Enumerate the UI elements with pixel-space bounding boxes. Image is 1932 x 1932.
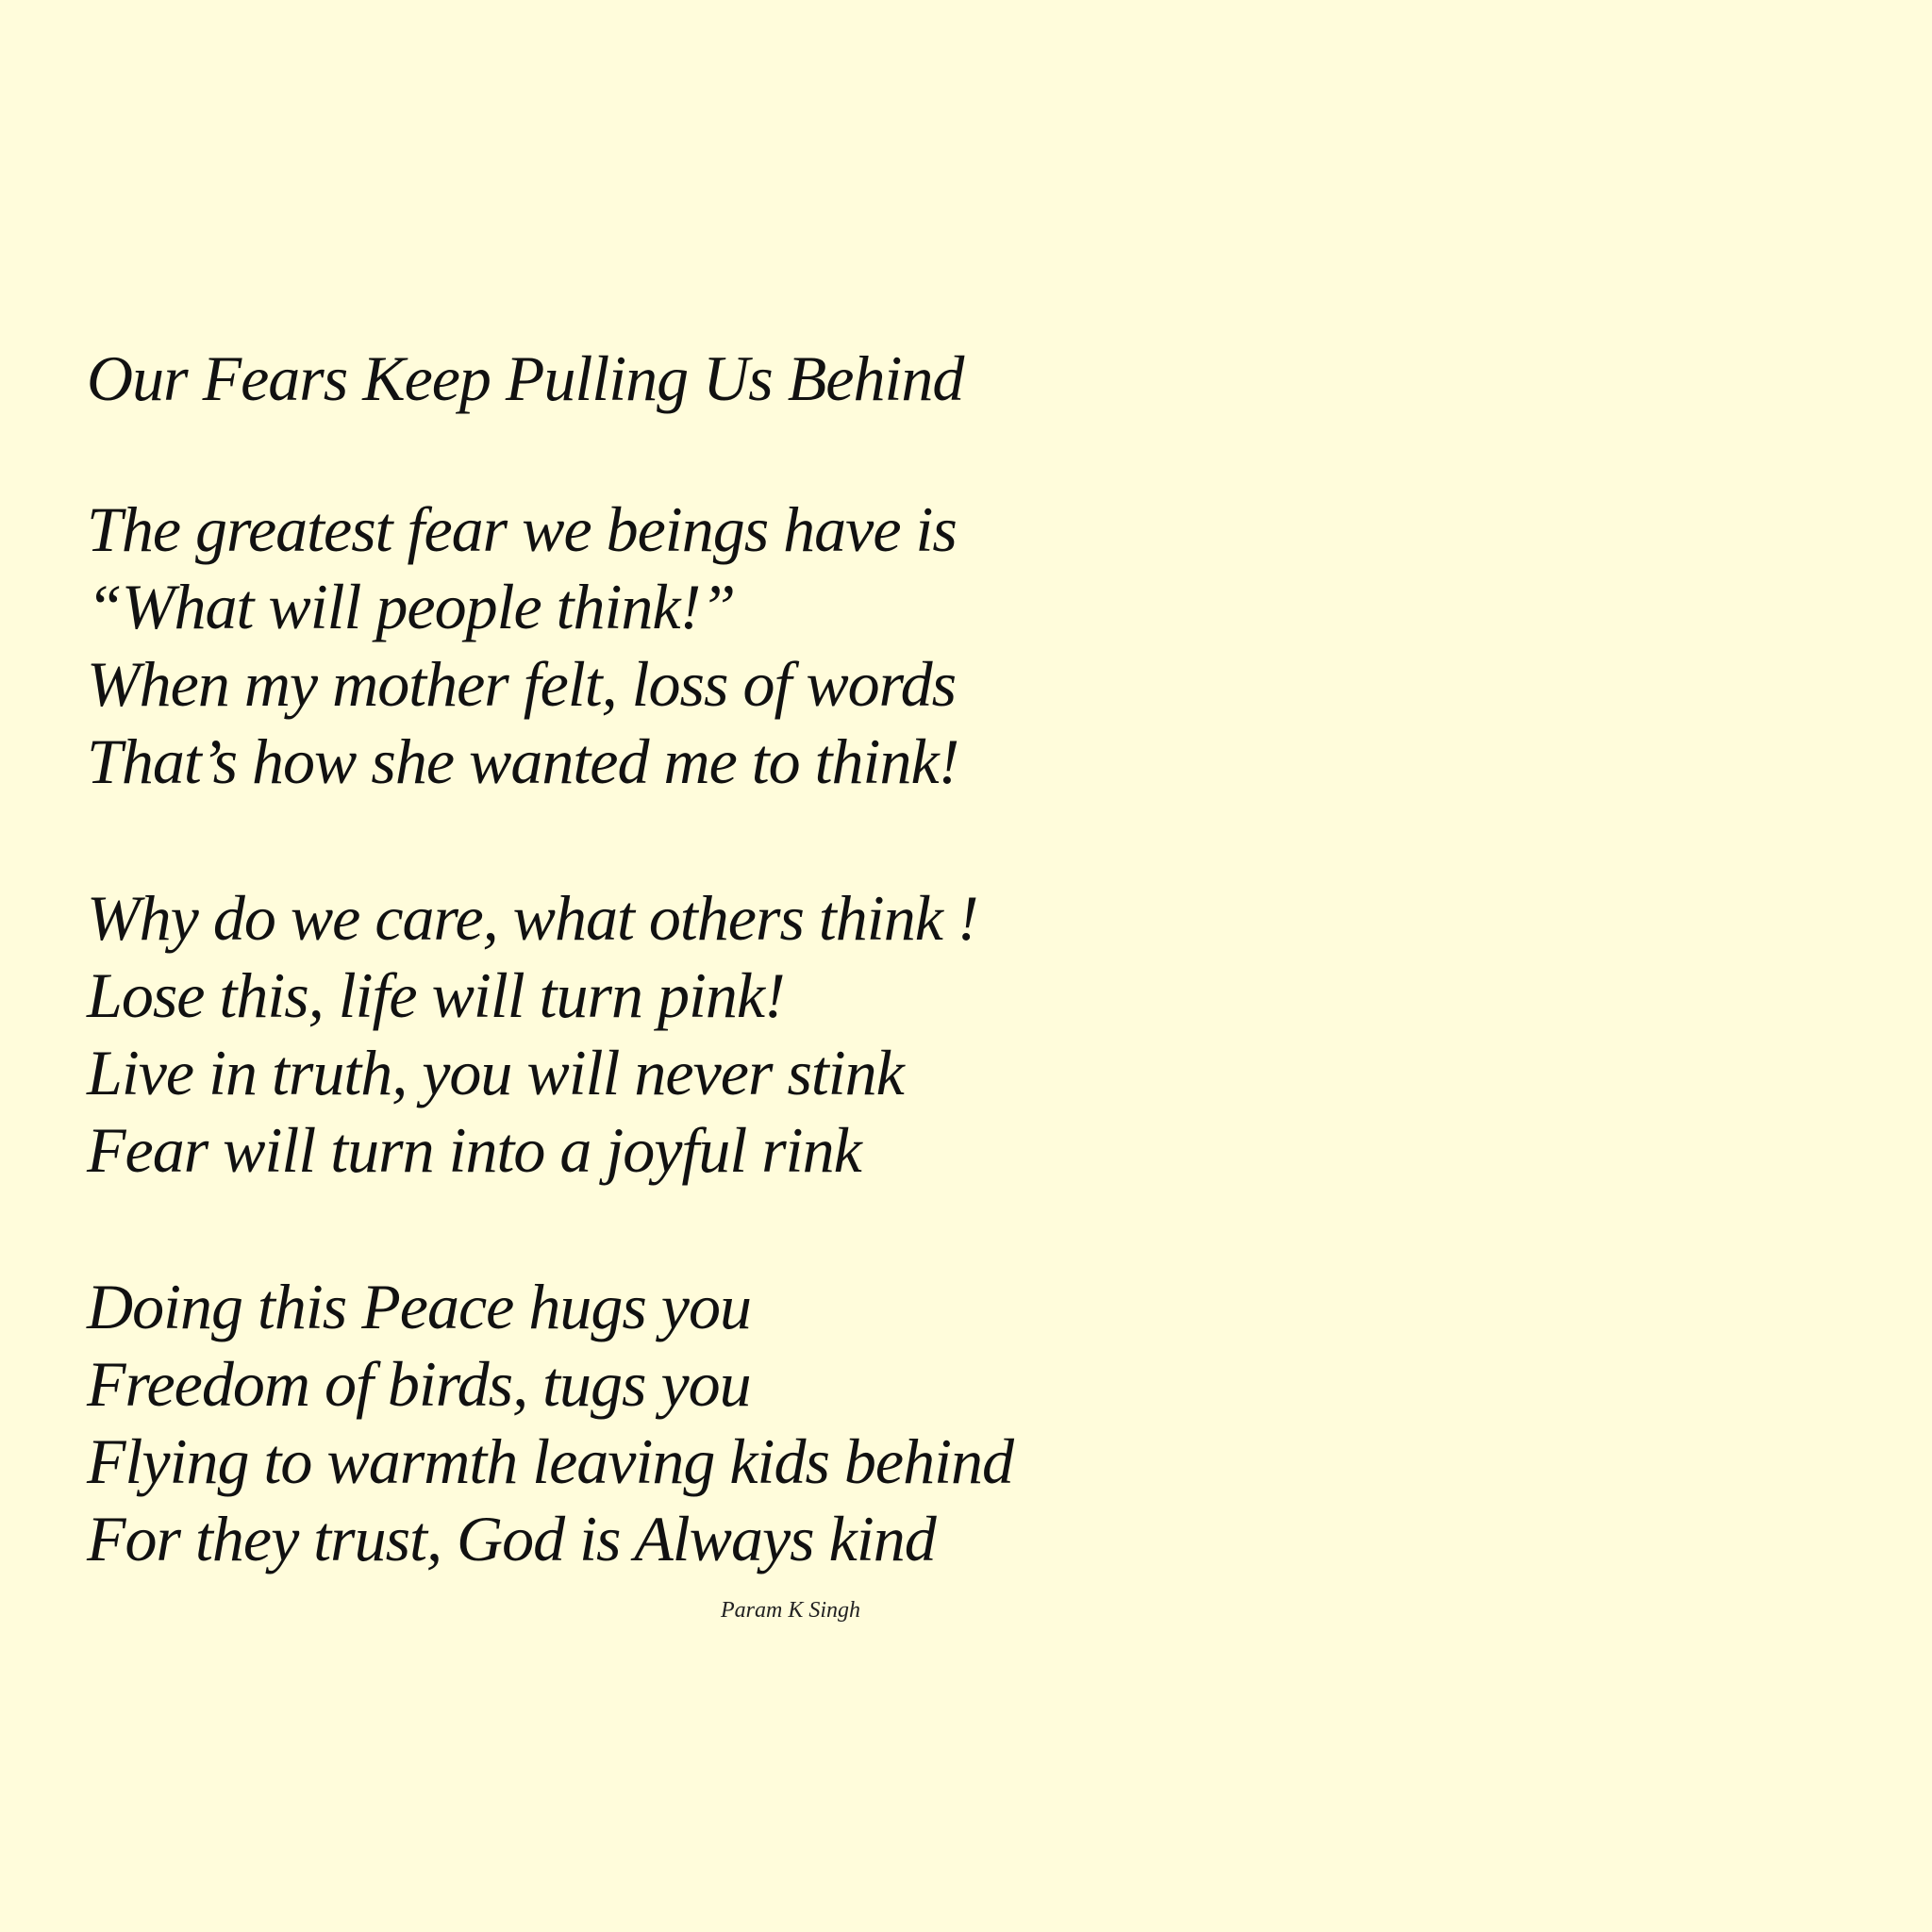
poem-title: Our Fears Keep Pulling Us Behind	[87, 342, 964, 414]
poem-line: The greatest fear we beings have is	[87, 493, 957, 565]
poem-line: Fear will turn into a joyful rink	[87, 1114, 861, 1186]
poem-line: When my mother felt, loss of words	[87, 648, 957, 720]
poem-line: Lose this, life will turn pink!	[87, 959, 785, 1031]
stanza-2	[87, 879, 1502, 1189]
poem-line: Freedom of birds, tugs you	[87, 1348, 751, 1420]
stanza-1	[87, 491, 1502, 800]
poem-line: That’s how she wanted me to think!	[87, 725, 959, 797]
poem-line: For they trust, God is Always kind	[87, 1503, 936, 1574]
poem-author: Param K Singh	[721, 1598, 861, 1623]
poem-line: “What will people think!”	[87, 571, 736, 642]
poem-line: Flying to warmth leaving kids behind	[87, 1425, 1013, 1497]
poem-line: Live in truth, you will never stink	[87, 1037, 904, 1108]
poem-line: Doing this Peace hugs you	[87, 1271, 751, 1342]
stanza-3	[87, 1268, 1502, 1577]
poem-line: Why do we care, what others think !	[87, 882, 978, 954]
poem	[87, 340, 1502, 1577]
